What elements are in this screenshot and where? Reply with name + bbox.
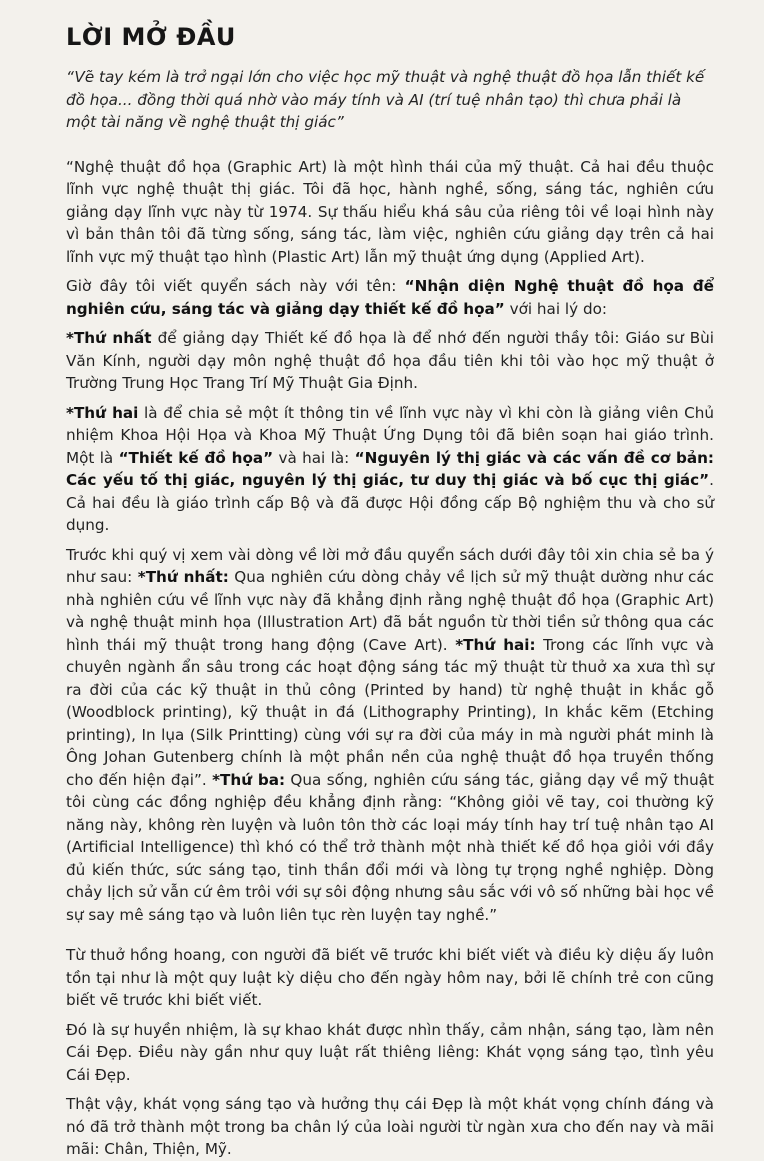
paragraph-5-text-e: Trong các lĩnh vực và chuyên ngành ẩn sâu trong các hoạt động sáng tác mỹ thuật từ thuở xa xưa thì sự ra đời của các kỹ thuật in thủ công (Printed by hand) từ nghệ thuật in khắc gỗ (Woodblock printing), kỹ thuật in đá (Lithography Printing), In khắc kẽm (Etching printing), In lụa (Silk Printting) cùng với sự ra đời của máy in mà người phát minh là Ông Johan Gutenberg chính là một phần nền của nghệ thuật đồ họa truyền thống cho đến hiện đại”. bbox=[66, 635, 715, 789]
paragraph-7: Đó là sự huyền nhiệm, là sự khao khát được nhìn thấy, cảm nhận, sáng tạo, làm nên Cái Đẹp. Điều này gần như quy luật rất thiêng liêng: Khát vọng sáng tạo, tình yêu Cái Đẹp. bbox=[66, 1020, 714, 1084]
paragraph-2-text-a: Giờ đây tôi viết quyển sách này với tên: bbox=[66, 277, 405, 295]
paragraph-5 bbox=[66, 544, 714, 927]
textbook-1-title: “Thiết kế đồ họa” bbox=[118, 448, 274, 467]
paragraph-4-text-d: và hai là: bbox=[273, 448, 355, 467]
paragraph-5-text-a: Trước khi quý vị xem vài dòng về lời mở đầu quyển sách dưới đây tôi xin chia sẻ ba ý như sau: bbox=[66, 545, 714, 586]
paragraph-4 bbox=[66, 402, 714, 537]
point-first-label: *Thứ nhất: bbox=[137, 568, 229, 586]
epigraph-quote: “Vẽ tay kém là trở ngại lớn cho việc học mỹ thuật và nghệ thuật đồ họa lẫn thiết kế đồ họa... đồng thời quá nhờ vào máy tính và AI (trí tuệ nhân tạo) thì chưa phải là một tài năng về nghệ thuật thị giác” bbox=[66, 68, 705, 131]
textbook-2-title: “Nguyên lý thị giác và các vấn đề cơ bản: Các yếu tố thị giác, nguyên lý thị giác, tư duy thị giác và bố cục thị giác” bbox=[66, 448, 714, 489]
paragraph-3-text: để giảng dạy Thiết kế đồ họa là để nhớ đến người thầy tôi: Giáo sư Bùi Văn Kính, người dạy môn nghệ thuật đồ họa đầu tiên khi tôi vào học mỹ thuật ở Trường Trung Học Trang Trí Mỹ Thuật Gia Định. bbox=[66, 329, 714, 392]
paragraph-1: “Nghệ thuật đồ họa (Graphic Art) là một hình thái của mỹ thuật. Cả hai đều thuộc lĩnh vực nghệ thuật thị giác. Tôi đã học, hành nghề, sống, sáng tác, nghiên cứu giảng dạy lĩnh vực này từ 1974. Sự thấu hiểu khá sâu của riêng tôi về loại hình này vì bản thân tôi đã từng sống, sáng tác, làm việc, nghiên cứu giảng dạy trên cả hai lĩnh vực mỹ thuật tạo hình (Plastic Art) lẫn mỹ thuật ứng dụng (Applied Art). bbox=[66, 157, 714, 266]
reason-second-label: *Thứ hai bbox=[66, 403, 139, 422]
paragraph-3 bbox=[66, 327, 714, 395]
paragraph-5-text-c: Qua nghiên cứu dòng chảy về lịch sử mỹ thuật dường như các nhà nghiên cứu về lĩnh vực này đã khẳng định rằng nghệ thuật đồ họa (Graphic Art) và nghệ thuật minh họa (Illustration Art) đã bắt nguồn từ thời tiền sử thông qua các hình thái mỹ thuật trong hang động (Cave Art). bbox=[66, 568, 715, 654]
reason-first-label: *Thứ nhất bbox=[66, 329, 152, 347]
paragraph-8: Thật vậy, khát vọng sáng tạo và hưởng thụ cái Đẹp là một khát vọng chính đáng và nó đã trở thành một trong ba chân lý của loài người từ ngàn xưa cho đến nay và mãi mãi: Chân, Thiện, Mỹ. bbox=[66, 1095, 714, 1158]
paragraph-4-text-f: . Cả hai đều là giáo trình cấp Bộ và đã được Hội đồng cấp Bộ nghiệm thu và cho sử dụng. bbox=[66, 471, 714, 534]
point-second-label: *Thứ hai: bbox=[455, 635, 536, 654]
page-title: LỜI MỞ ĐẦU bbox=[66, 23, 236, 51]
paragraph-2 bbox=[66, 275, 714, 320]
paragraph-6: Từ thuở hồng hoang, con người đã biết vẽ trước khi biết viết và điều kỳ diệu ấy luôn tồn tại như là một quy luật kỳ diệu cho đến ngày hôm nay, bởi lẽ chính trẻ con cũng biết vẽ trước khi biết viết. bbox=[66, 946, 714, 1009]
paragraph-4-text-b: là để chia sẻ một ít thông tin về lĩnh vực này vì khi còn là giảng viên Chủ nhiệm Khoa Hội Họa và Khoa Mỹ Thuật Ứng Dụng tôi đã biên soạn hai giáo trình. Một là bbox=[66, 403, 714, 467]
book-title-bold: “Nhận diện Nghệ thuật đồ họa để nghiên cứu, sáng tác và giảng dạy thiết kế đồ họa” bbox=[66, 277, 714, 318]
point-third-label: *Thứ ba: bbox=[212, 770, 286, 789]
paragraph-2-text-c: với hai lý do: bbox=[504, 299, 608, 318]
paragraph-5-text-g: Qua sống, nghiên cứu sáng tác, giảng dạy về mỹ thuật tôi cùng các đồng nghiệp đều khẳng định rằng: “Không giỏi vẽ tay, coi thường kỹ năng này, không rèn luyện và luôn tôn thờ các loại máy tính hay trí tuệ nhân tạo AI (Artificial Intelligence) thì khó có thể trở thành một nhà thiết kế đồ họa giỏi với đầy đủ kiến thức, sức sáng tạo, tinh thần đổi mới và lòng tự trọng nghề nghiệp. Dòng chảy lịch sử vẫn cứ êm trôi với sự sôi động nhưng sâu sắc với vô số những bài học về sự say mê sáng tạo và luôn liên tục rèn luyện tay nghề.” bbox=[66, 770, 714, 924]
